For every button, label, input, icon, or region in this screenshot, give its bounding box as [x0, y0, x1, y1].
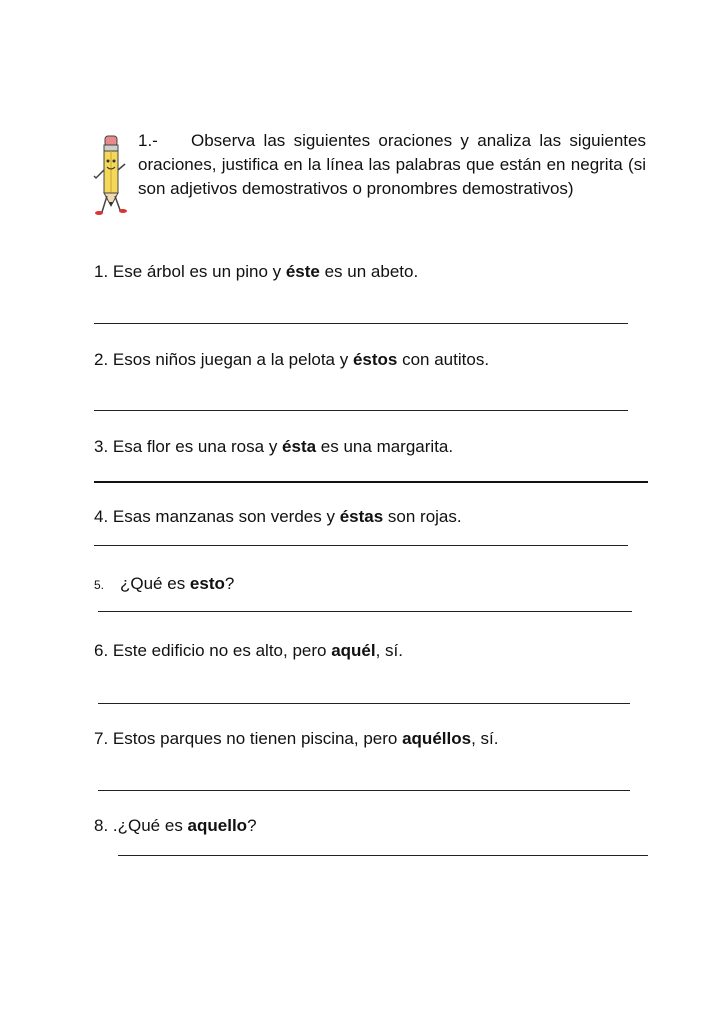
question-1: 1. Ese árbol es un pino y éste es un abeto. — [94, 262, 419, 281]
answer-line-8[interactable] — [118, 855, 648, 856]
question-2: 2. Esos niños juegan a la pelota y éstos con autitos. — [94, 350, 490, 369]
bold-word: ésta — [282, 437, 317, 456]
bold-word: aquéllos — [402, 729, 472, 748]
instruction-body: Observa las siguientes oraciones y analiza las siguientes oraciones, justifica en la línea las palabras que están en negrita (si son adjetivos demostrativos o pronombres demostrativos) — [138, 131, 646, 198]
answer-line-7[interactable] — [98, 790, 630, 791]
answer-line-6[interactable] — [98, 703, 630, 704]
bold-word: aquello — [187, 816, 248, 835]
answer-line-3[interactable] — [94, 481, 648, 483]
bold-word: éstos — [352, 350, 398, 369]
answer-line-1[interactable] — [94, 323, 628, 324]
question-3: 3. Esa flor es una rosa y ésta es una margarita. — [94, 437, 454, 456]
question-6: 6. Este edificio no es alto, pero aquél, sí. — [94, 641, 404, 660]
question-7: 7. Estos parques no tienen piscina, pero aquéllos, sí. — [94, 729, 499, 748]
pencil-icon — [90, 134, 130, 216]
bold-word: esto — [189, 574, 225, 593]
question-8: 8. .¿Qué es aquello? — [94, 816, 257, 835]
answer-line-2[interactable] — [94, 410, 628, 411]
instruction-text — [138, 129, 646, 201]
bold-word: éste — [285, 262, 320, 281]
question-4: 4. Esas manzanas son verdes y éstas son rojas. — [94, 507, 462, 526]
bold-word: éstas — [339, 507, 384, 526]
question-5: 5. ¿Qué es esto? — [94, 574, 235, 593]
answer-line-4[interactable] — [94, 545, 628, 546]
bold-word: aquél — [331, 641, 376, 660]
answer-line-5[interactable] — [98, 611, 632, 612]
instruction-number: 1.- — [138, 131, 158, 150]
